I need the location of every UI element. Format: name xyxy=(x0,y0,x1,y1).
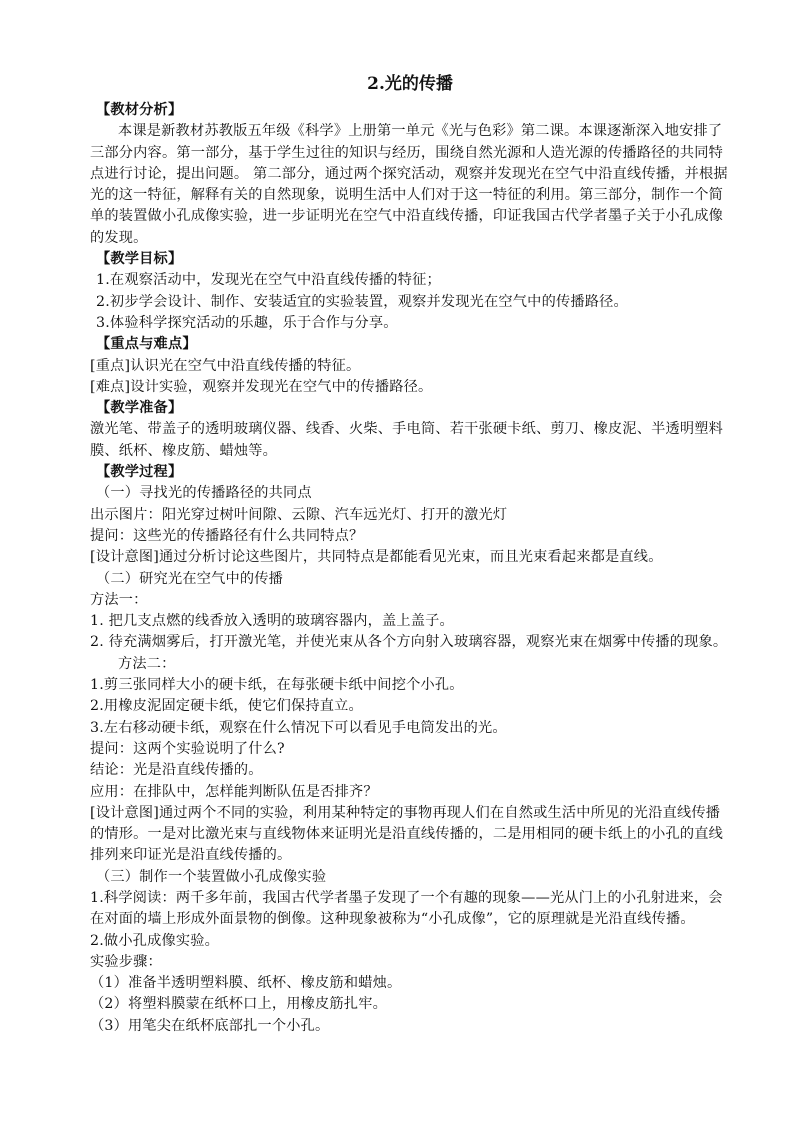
page-title: 2.光的传播 xyxy=(367,74,453,94)
part2-design: [设计意图]通过两个不同的实验，利用某种特定的事物再现人们在自然或生活中所见的光沿直线传播的情形。一是对比激光束与直线物体来证明光是沿直线传播的，二是用相同的硬卡纸上的小孔的直线排列来印证光是沿直线传播的。 xyxy=(90,804,724,864)
preparation-paragraph: 激光笔、带盖子的透明玻璃仪器、线香、火柴、手电筒、若干张硬卡纸、剪刀、橡皮泥、半透明塑料膜、纸杯、橡皮筋、蜡烛等。 xyxy=(90,421,724,459)
method2-step: 2.用橡皮泥固定硬卡纸，使它们保持直立。 xyxy=(90,698,363,715)
method1-step: 2. 待充满烟雾后，打开激光笔，并使光束从各个方向射入玻璃容器，观察光束在烟雾中传播的现象。 xyxy=(90,634,728,651)
method2-step: 3.左右移动硬卡纸，观察在什么情况下可以看见手电筒发出的光。 xyxy=(90,719,507,736)
part1-question: 提问：这些光的传播路径有什么共同特点？ xyxy=(90,527,364,544)
part3-title: （三）制作一个装置做小孔成像实验 xyxy=(96,868,327,885)
part2-conclusion: 结论：光是沿直线传播的。 xyxy=(90,762,263,779)
part1-title: （一）寻找光的传播路径的共同点 xyxy=(96,485,312,502)
section-heading-analysis: 【教材分析】 xyxy=(96,102,183,118)
key-point: [重点]认识光在空气中沿直线传播的特征。 xyxy=(90,357,361,374)
goal-item: 3.体验科学探究活动的乐趣，乐于合作与分享。 xyxy=(96,314,398,331)
section-heading-process: 【教学过程】 xyxy=(96,464,183,481)
method2-step: 1.剪三张同样大小的硬卡纸，在每张硬卡纸中间挖个小孔。 xyxy=(90,677,464,694)
goal-item: 1.在观察活动中，发现光在空气中沿直线传播的特征； xyxy=(96,272,441,289)
part1-design: [设计意图]通过分析讨论这些图片，共同特点是都能看见光束，而且光束看起来都是直线。 xyxy=(90,549,663,566)
part3-reading: 1.科学阅读：两千多年前，我国古代学者墨子发现了一个有趣的现象——光从门上的小孔射进来，会在对面的墙上形成外面景物的倒像。这种现象被称为“小孔成像”，它的原理就是光沿直线传播。 xyxy=(90,889,723,928)
method2-label: 方法二： xyxy=(118,655,176,672)
section-heading-preparation: 【教学准备】 xyxy=(96,400,183,417)
part1-show: 出示图片：阳光穿过树叶间隙、云隙、汽车远光灯、打开的激光灯 xyxy=(90,506,508,523)
analysis-paragraph: 本课是新教材苏教版五年级《科学》上册第一单元《光与色彩》第二课。本课逐渐深入地安排了三部分内容。第一部分，基于学生过往的知识与经历，围绕自然光源和人造光源的传播路径的共同特点进行讨论，提出问题。 第二部分，通过两个探究活动，观察并发现光在空气中沿直线传播，并根据光的这一特征，解释有关的自然现象，说明生活中人们对于这一特征的利用。第三部分，制作一个简单的装置做小孔成像实验，进一步证明光在空气中沿直线传播，印证我国古代学者墨子关于小孔成像的发现。 xyxy=(90,123,728,246)
section-heading-goals: 【教学目标】 xyxy=(96,251,183,268)
difficult-point: [难点]设计实验，观察并发现光在空气中的传播路径。 xyxy=(90,378,433,395)
part3-experiment: 2.做小孔成像实验。 xyxy=(90,932,220,949)
part3-step: （3）用笔尖在纸杯底部扎一个小孔。 xyxy=(90,1017,330,1034)
part2-question: 提问：这两个实验说明了什么? xyxy=(90,740,285,757)
method1-label: 方法一： xyxy=(90,591,148,608)
goal-item: 2.初步学会设计、制作、安装适宜的实验装置，观察并发现光在空气中的传播路径。 xyxy=(96,293,628,310)
part3-step: （2）将塑料膜蒙在纸杯口上，用橡皮筋扎牢。 xyxy=(90,996,387,1013)
part3-step: （1）准备半透明塑料膜、纸杯、橡皮筋和蜡烛。 xyxy=(90,975,402,992)
part2-application: 应用：在排队中，怎样能判断队伍是否排齐？ xyxy=(90,783,378,800)
part3-steps-label: 实验步骤： xyxy=(90,953,162,970)
section-heading-key-points: 【重点与难点】 xyxy=(96,336,197,353)
method1-step: 1. 把几支点燃的线香放入透明的玻璃容器内，盖上盖子。 xyxy=(90,613,454,630)
part2-title: （二）研究光在空气中的传播 xyxy=(96,570,284,587)
document-page xyxy=(90,70,730,1037)
